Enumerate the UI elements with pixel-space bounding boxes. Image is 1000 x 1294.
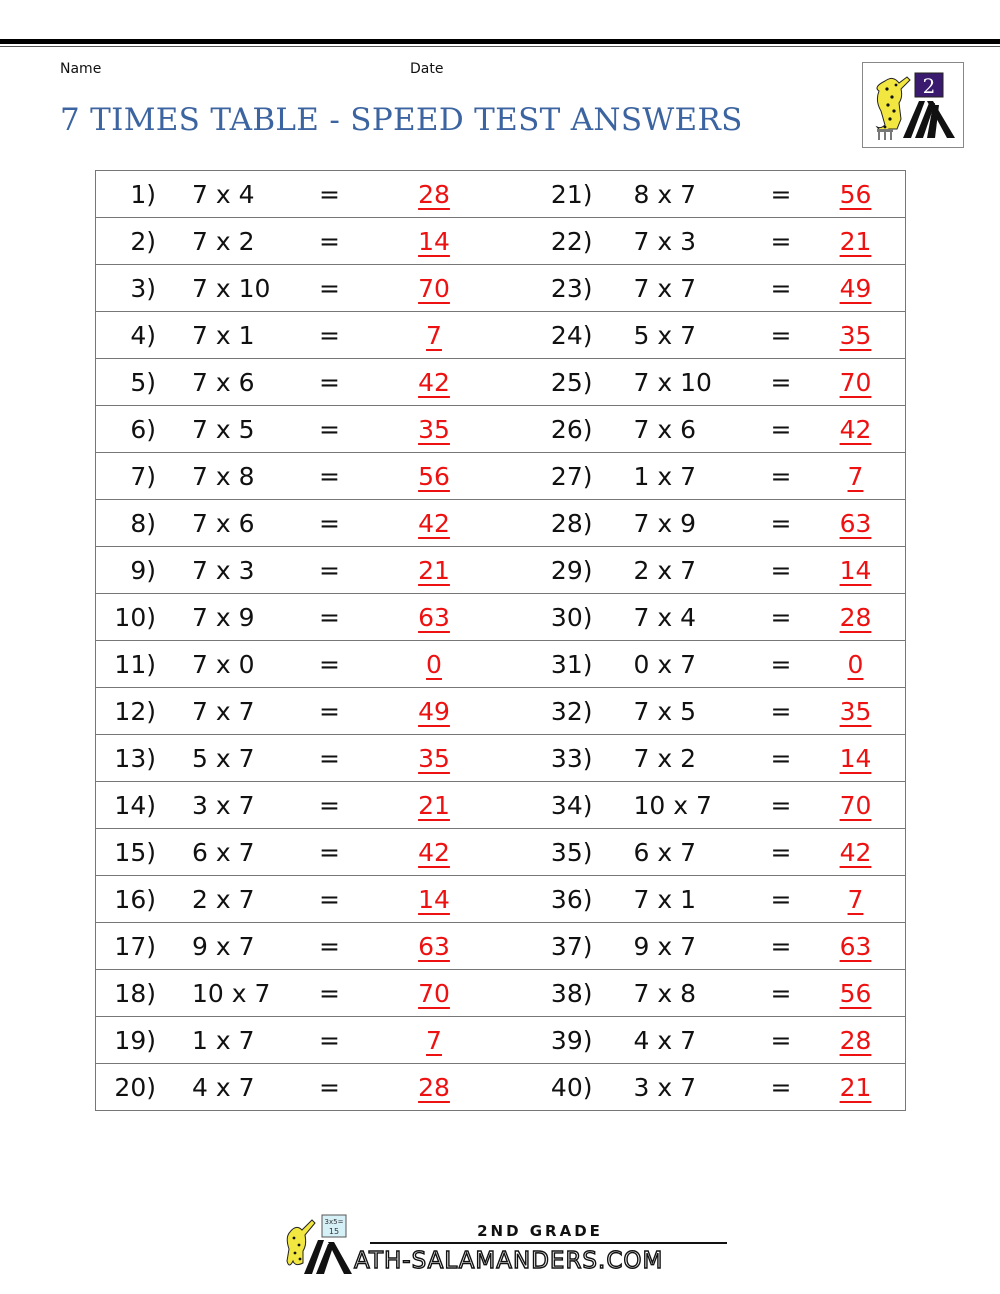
answer-value: 0 <box>426 650 442 679</box>
table-row <box>96 406 905 453</box>
answer-value: 28 <box>418 1073 450 1102</box>
table-row <box>96 218 905 265</box>
answer-value: 49 <box>839 274 872 303</box>
answer-value: 28 <box>839 603 872 632</box>
answer-value: 7 <box>426 1026 442 1055</box>
question-number: 2) <box>130 227 156 256</box>
table-row <box>96 735 905 782</box>
answer-table <box>95 170 906 1111</box>
question-text: 9 x 7 <box>633 932 696 961</box>
question-right <box>501 735 906 781</box>
equals-sign: = <box>319 838 340 867</box>
footer-logo <box>282 1212 727 1282</box>
question-number: 24) <box>550 321 593 350</box>
question-left <box>96 547 501 593</box>
question-text: 10 x 7 <box>192 979 271 1008</box>
question-right <box>501 500 906 546</box>
equals-sign: = <box>319 932 340 961</box>
question-number: 1) <box>130 180 156 209</box>
answer-value: 21 <box>839 227 872 256</box>
question-text: 0 x 7 <box>633 650 696 679</box>
svg-text:2ND GRADE: 2ND GRADE <box>477 1222 603 1240</box>
equals-sign: = <box>319 274 340 303</box>
svg-text:3x5=: 3x5= <box>324 1218 344 1226</box>
table-row <box>96 641 905 688</box>
question-text: 4 x 7 <box>633 1026 696 1055</box>
question-right <box>501 406 906 452</box>
equals-sign: = <box>770 321 792 350</box>
equals-sign: = <box>770 462 792 491</box>
equals-sign: = <box>319 603 340 632</box>
answer-value: 56 <box>418 462 450 491</box>
question-left <box>96 500 501 546</box>
question-left <box>96 171 501 217</box>
question-right <box>501 171 906 217</box>
equals-sign: = <box>770 509 792 538</box>
equals-sign: = <box>770 791 792 820</box>
question-text: 7 x 7 <box>633 274 696 303</box>
question-right <box>501 923 906 969</box>
answer-value: 70 <box>418 979 450 1008</box>
question-number: 38) <box>550 979 593 1008</box>
question-text: 7 x 2 <box>633 744 696 773</box>
answer-value: 35 <box>418 415 450 444</box>
question-number: 31) <box>550 650 593 679</box>
question-right <box>501 829 906 875</box>
question-number: 10) <box>114 603 156 632</box>
salamander-logo-icon <box>863 63 963 147</box>
answer-value: 35 <box>839 321 872 350</box>
question-text: 6 x 7 <box>192 838 255 867</box>
equals-sign: = <box>770 180 792 209</box>
answer-value: 35 <box>418 744 450 773</box>
question-text: 7 x 10 <box>633 368 712 397</box>
question-right <box>501 782 906 828</box>
equals-sign: = <box>770 885 792 914</box>
equals-sign: = <box>319 650 340 679</box>
question-left <box>96 735 501 781</box>
table-row <box>96 1017 905 1064</box>
equals-sign: = <box>770 368 792 397</box>
page-title: 7 TIMES TABLE - SPEED TEST ANSWERS <box>60 102 743 138</box>
equals-sign: = <box>319 415 340 444</box>
question-text: 1 x 7 <box>192 1026 255 1055</box>
question-text: 7 x 0 <box>192 650 255 679</box>
table-row <box>96 1064 905 1110</box>
question-left <box>96 453 501 499</box>
answer-value: 42 <box>839 415 872 444</box>
answer-value: 14 <box>839 556 872 585</box>
question-number: 5) <box>130 368 156 397</box>
equals-sign: = <box>319 1026 340 1055</box>
equals-sign: = <box>770 979 792 1008</box>
question-left <box>96 1017 501 1063</box>
question-number: 18) <box>114 979 156 1008</box>
answer-value: 49 <box>418 697 450 726</box>
table-row <box>96 594 905 641</box>
svg-text:ATH-SALAMANDERS.COM: ATH-SALAMANDERS.COM <box>354 1248 664 1274</box>
equals-sign: = <box>319 744 340 773</box>
answer-value: 7 <box>847 462 864 491</box>
math-salamanders-logo-icon <box>282 1212 727 1282</box>
question-number: 3) <box>130 274 156 303</box>
answer-value: 21 <box>418 556 450 585</box>
question-text: 6 x 7 <box>633 838 696 867</box>
question-text: 7 x 3 <box>633 227 696 256</box>
table-row <box>96 265 905 312</box>
question-text: 7 x 5 <box>633 697 696 726</box>
question-text: 7 x 6 <box>633 415 696 444</box>
question-text: 5 x 7 <box>633 321 696 350</box>
answer-value: 63 <box>839 932 872 961</box>
equals-sign: = <box>319 1073 340 1102</box>
question-left <box>96 641 501 687</box>
top-rule-thin <box>0 46 1000 47</box>
question-right <box>501 641 906 687</box>
table-row <box>96 453 905 500</box>
question-text: 7 x 8 <box>192 462 255 491</box>
equals-sign: = <box>770 227 792 256</box>
answer-value: 14 <box>418 227 450 256</box>
equals-sign: = <box>319 462 340 491</box>
question-number: 26) <box>550 415 593 444</box>
date-label: Date <box>410 61 444 77</box>
answer-value: 42 <box>418 838 450 867</box>
equals-sign: = <box>319 556 340 585</box>
equals-sign: = <box>770 838 792 867</box>
question-text: 7 x 10 <box>192 274 271 303</box>
question-right <box>501 547 906 593</box>
question-number: 30) <box>550 603 593 632</box>
question-number: 11) <box>114 650 156 679</box>
answer-value: 42 <box>418 368 450 397</box>
question-number: 6) <box>130 415 156 444</box>
question-left <box>96 218 501 264</box>
question-right <box>501 359 906 405</box>
question-text: 10 x 7 <box>633 791 712 820</box>
question-text: 9 x 7 <box>192 932 255 961</box>
answer-value: 14 <box>418 885 450 914</box>
question-number: 32) <box>550 697 593 726</box>
equals-sign: = <box>770 932 792 961</box>
question-text: 7 x 4 <box>192 180 255 209</box>
question-text: 4 x 7 <box>192 1073 255 1102</box>
question-left <box>96 876 501 922</box>
table-row <box>96 547 905 594</box>
answer-value: 42 <box>839 838 872 867</box>
equals-sign: = <box>770 274 792 303</box>
equals-sign: = <box>319 227 340 256</box>
table-row <box>96 970 905 1017</box>
question-number: 12) <box>114 697 156 726</box>
question-text: 7 x 8 <box>633 979 696 1008</box>
answer-value: 7 <box>426 321 442 350</box>
question-right <box>501 1017 906 1063</box>
question-number: 39) <box>550 1026 593 1055</box>
top-rule <box>0 39 1000 44</box>
question-text: 1 x 7 <box>633 462 696 491</box>
question-number: 13) <box>114 744 156 773</box>
question-number: 7) <box>130 462 156 491</box>
question-number: 25) <box>550 368 593 397</box>
question-left <box>96 923 501 969</box>
answer-value: 56 <box>839 180 872 209</box>
logo <box>862 62 964 148</box>
question-right <box>501 688 906 734</box>
question-left <box>96 829 501 875</box>
question-left <box>96 406 501 452</box>
equals-sign: = <box>319 509 340 538</box>
question-left <box>96 594 501 640</box>
equals-sign: = <box>319 979 340 1008</box>
question-number: 33) <box>550 744 593 773</box>
answer-value: 0 <box>847 650 864 679</box>
question-number: 21) <box>550 180 593 209</box>
svg-text:2: 2 <box>922 74 936 98</box>
question-number: 17) <box>114 932 156 961</box>
question-text: 8 x 7 <box>633 180 696 209</box>
table-row <box>96 876 905 923</box>
question-text: 7 x 7 <box>192 697 255 726</box>
question-text: 5 x 7 <box>192 744 255 773</box>
name-label: Name <box>60 61 102 77</box>
equals-sign: = <box>770 744 792 773</box>
question-left <box>96 1064 501 1110</box>
table-row <box>96 171 905 218</box>
answer-value: 70 <box>839 791 872 820</box>
question-number: 35) <box>550 838 593 867</box>
equals-sign: = <box>770 415 792 444</box>
answer-value: 28 <box>839 1026 872 1055</box>
answer-value: 63 <box>839 509 872 538</box>
question-number: 14) <box>114 791 156 820</box>
answer-value: 42 <box>418 509 450 538</box>
question-right <box>501 876 906 922</box>
question-number: 29) <box>550 556 593 585</box>
question-left <box>96 359 501 405</box>
question-number: 22) <box>550 227 593 256</box>
question-left <box>96 312 501 358</box>
question-number: 37) <box>550 932 593 961</box>
table-row <box>96 923 905 970</box>
equals-sign: = <box>319 697 340 726</box>
question-number: 28) <box>550 509 593 538</box>
answer-value: 21 <box>839 1073 872 1102</box>
question-number: 15) <box>114 838 156 867</box>
question-number: 36) <box>550 885 593 914</box>
table-row <box>96 782 905 829</box>
question-number: 16) <box>114 885 156 914</box>
answer-value: 63 <box>418 932 450 961</box>
question-number: 9) <box>130 556 156 585</box>
question-number: 40) <box>550 1073 593 1102</box>
question-right <box>501 453 906 499</box>
question-text: 7 x 1 <box>633 885 696 914</box>
question-right <box>501 265 906 311</box>
answer-value: 70 <box>839 368 872 397</box>
equals-sign: = <box>319 321 340 350</box>
question-right <box>501 1064 906 1110</box>
question-text: 7 x 3 <box>192 556 255 585</box>
question-number: 20) <box>114 1073 156 1102</box>
equals-sign: = <box>319 885 340 914</box>
answer-value: 56 <box>839 979 872 1008</box>
question-text: 3 x 7 <box>192 791 255 820</box>
svg-text:15: 15 <box>328 1227 340 1236</box>
answer-value: 21 <box>418 791 450 820</box>
answer-value: 63 <box>418 603 450 632</box>
question-text: 3 x 7 <box>633 1073 696 1102</box>
table-row <box>96 688 905 735</box>
question-number: 23) <box>550 274 593 303</box>
equals-sign: = <box>770 1073 792 1102</box>
equals-sign: = <box>770 603 792 632</box>
equals-sign: = <box>770 556 792 585</box>
equals-sign: = <box>770 697 792 726</box>
question-number: 34) <box>550 791 593 820</box>
question-number: 4) <box>130 321 156 350</box>
question-text: 7 x 6 <box>192 509 255 538</box>
equals-sign: = <box>319 180 340 209</box>
equals-sign: = <box>319 368 340 397</box>
answer-value: 70 <box>418 274 450 303</box>
answer-value: 14 <box>839 744 872 773</box>
question-number: 27) <box>550 462 593 491</box>
question-right <box>501 970 906 1016</box>
question-text: 7 x 9 <box>633 509 696 538</box>
answer-value: 35 <box>839 697 872 726</box>
question-text: 7 x 6 <box>192 368 255 397</box>
question-number: 8) <box>130 509 156 538</box>
table-row <box>96 829 905 876</box>
question-left <box>96 688 501 734</box>
answer-value: 28 <box>418 180 450 209</box>
question-left <box>96 970 501 1016</box>
question-text: 7 x 1 <box>192 321 255 350</box>
question-text: 7 x 2 <box>192 227 255 256</box>
table-row <box>96 312 905 359</box>
question-text: 2 x 7 <box>633 556 696 585</box>
question-right <box>501 218 906 264</box>
question-right <box>501 312 906 358</box>
question-text: 7 x 9 <box>192 603 255 632</box>
question-right <box>501 594 906 640</box>
answer-value: 7 <box>847 885 864 914</box>
question-text: 7 x 5 <box>192 415 255 444</box>
question-left <box>96 265 501 311</box>
question-text: 2 x 7 <box>192 885 255 914</box>
question-number: 19) <box>114 1026 156 1055</box>
table-row <box>96 500 905 547</box>
equals-sign: = <box>770 650 792 679</box>
equals-sign: = <box>319 791 340 820</box>
question-left <box>96 782 501 828</box>
question-text: 7 x 4 <box>633 603 696 632</box>
equals-sign: = <box>770 1026 792 1055</box>
table-row <box>96 359 905 406</box>
